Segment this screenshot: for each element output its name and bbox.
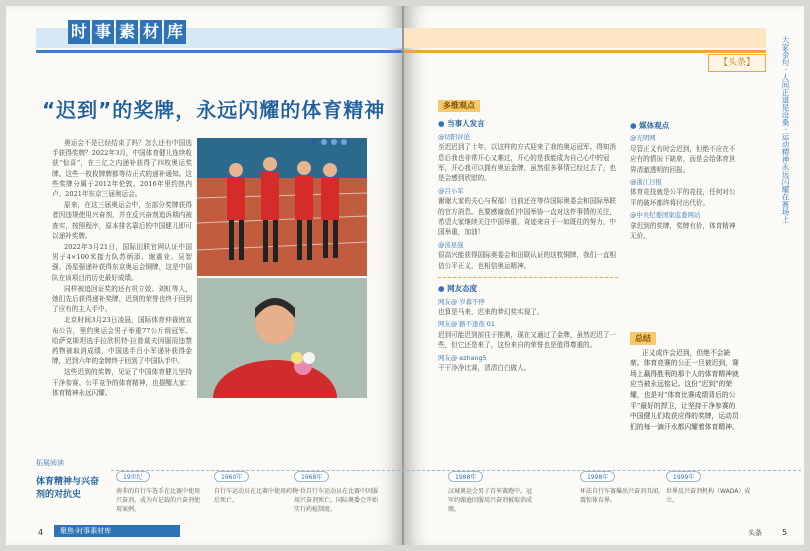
subsection-title: ● 网友态度 — [438, 284, 618, 294]
column-title-char: 材 — [140, 20, 162, 44]
carousel-dots — [311, 139, 347, 145]
commenter-name: @吕小军 — [438, 186, 464, 195]
timeline-label: 拓展阅读 — [36, 459, 64, 467]
doping-history-timeline — [36, 458, 802, 518]
commenter-name: @光明网 — [630, 134, 656, 143]
section-tag: 【头条】 — [708, 54, 766, 72]
article-headline: “迟到”的奖牌，永远闪耀的体育精神 — [42, 98, 386, 122]
timeline-item — [294, 464, 382, 514]
commenter-name: @汤星强 — [438, 240, 464, 249]
footer-section: 头条 — [748, 529, 762, 537]
subsection-title: ● 当事人发言 — [438, 119, 618, 129]
quote-text: 干干净净比赛，清清白白做人。 — [438, 363, 531, 372]
column-title-char: 事 — [92, 20, 114, 44]
views-column-right — [630, 118, 740, 243]
timeline-year: 1999年 — [666, 471, 701, 482]
column-title-char: 素 — [116, 20, 138, 44]
commenter-name: @浙江日报 — [630, 178, 662, 187]
quote-text: 迟到可能迟到前往于推测，现在又通过了金牌，虽然迟迟了一些，但它还是来了，这份来自的荣誉也是值得尊重的。 — [438, 330, 617, 350]
paragraph: 原来，在这三届奥运会中，至部分奖牌获得者因违规使用兴奋剂，并在反兴奋剂追诉期内被查实，按照程序，原本排名靠后的中国健儿即可以递补奖牌。 — [52, 201, 192, 240]
timeline-item — [666, 464, 754, 505]
commenter-name: 网友@ 路不逢夜 01 — [438, 320, 495, 329]
paragraph: 同样被追回证奖的还有巩立姣、刘虹等人，她们先后获得递补奖牌，迟到的荣誉也终于回到了应有的主人手中。 — [52, 284, 192, 314]
athlete-portrait-photo — [197, 278, 367, 398]
timeline-year: 1988年 — [448, 471, 483, 482]
quote-text: 体育竞技就是公平的竞技，任何对公平的破坏都终将付出代价。 — [630, 188, 736, 207]
page-number: 4 — [38, 528, 44, 537]
timeline-text: 一位自行车运动员在比赛中因服用兴奋剂死亡，国际奥委会开始实行药检制度。 — [294, 488, 379, 513]
paragraph: 2022年3月21日，国际田联官网认证中国男子4×100米接力队苏炳添、谢震业、吴智强、汤星强递补获得东京奥运会铜牌，这是中国队在该项目的历史最好成绩。 — [52, 243, 192, 282]
timeline-text: 环法自行车赛爆出兴奋剂丑闻，震惊体育界。 — [580, 488, 665, 504]
subsection-title: ● 媒体观点 — [630, 121, 740, 131]
timeline-year: 1960年 — [214, 471, 249, 482]
commenter-name: 网友@ ezhang5 — [438, 353, 487, 362]
header-rule — [404, 50, 766, 53]
timeline-item — [580, 464, 668, 505]
quote-text: 尽管正义有时会迟到，但绝不应在不应有的情况下缺席，而是会给体育世界清澈透明的回报。 — [630, 144, 736, 174]
article-body — [52, 138, 192, 399]
timeline-text: 汉城奥运会男子百米赛跑中，冠军约翰逊因服用兴奋剂被取消成绩。 — [448, 488, 533, 513]
commenter-name: @中央纪委国家监委网站 — [630, 211, 701, 220]
magazine-spread — [6, 6, 804, 545]
timeline-year: 1968年 — [294, 471, 329, 482]
timeline-title: 体育精神与兴奋剂的对抗史 — [36, 477, 100, 500]
paragraph: 这些迟到的奖牌，见证了中国体育健儿坚持干净参赛、公平竞争的体育精神，也提醒大家：体育精神永远闪耀。 — [52, 368, 192, 397]
views-column-left — [438, 100, 618, 375]
column-title-char: 库 — [164, 20, 186, 44]
vertical-quote: 大家金句 · 人间正道是沧桑 · 运动精神永远闪耀在赛场上 — [781, 36, 790, 223]
quote-text: 很高兴能获得国际奥委会和田联认证的这枚铜牌，我们一直相信公平正义，也相信奥运精神。 — [438, 251, 617, 270]
quote-text: 谢谢大家的关心与祝福！目前还在等待国际奥委会和国际举联的官方消息。也要感谢我们中国举协一直对这件事情的关注，希望大家继续关注中国举重，奇迹来自于一如既往的努力，中国举重，加油！ — [438, 197, 617, 237]
summary-text: 正义或许会迟到，但绝不会缺席。体育竞赛的公正一旦被迟到，赛场上赢得胜利的那个人的体育精神就应当被永远铭记。这份“迟到”的荣耀，也是对“体育比赛成绩背后的公平”最好的捍卫，让坚持干净参赛的中国健儿们收获应得的奖牌，运动员们的每一滴汗水都闪耀着体育精神。 — [630, 348, 739, 431]
timeline-text: 南非的自行车选手在比赛中使用兴奋剂，成为有记载的兴奋剂使用案例。 — [116, 488, 201, 513]
footer-title: 聚焦·时事素材库 — [54, 525, 180, 537]
timeline-item — [116, 464, 204, 514]
header-rule — [36, 50, 402, 53]
relay-team-photo — [197, 138, 367, 276]
quote-text: 拿迟到的奖牌，奖牌有价，体育精神无价。 — [630, 221, 736, 241]
header-band — [404, 28, 766, 48]
quote-text: 也算是马来，迟来的梦幻奖实现了。 — [438, 307, 544, 316]
paragraph: 北京时间3月23日凌晨，国际体育仲裁庭宣布公告，里约奥运会男子举重77公斤级冠军、哈萨克斯坦选手拉欣机特·拉普莫夫因服用违禁药物被取消成绩，中国选手吕小军递补获得金牌，迟到六年的金牌终于回到了中国队手中。 — [52, 316, 192, 366]
paragraph: 奥运会不是已经结束了吗？怎么还有中国选手获得奖牌？2022年3月，中国体育健儿连续收获“惊喜”，在三亿之内递补获得了四枚奥运奖牌。这些一枚枚牌牌都等待正式的递补通知。这些奖牌分属于2012年伦敦、2016年里约热内卢、2021年东京三届奥运会。 — [52, 139, 192, 199]
timeline-year: 1998年 — [580, 471, 615, 482]
column-title-char: 时 — [68, 20, 90, 44]
timeline-text: 自行车运动员在比赛中使用药物后死亡。 — [214, 488, 299, 504]
timeline-item — [448, 464, 536, 514]
column-title — [68, 20, 188, 44]
commenter-name: @切阳评论 — [438, 132, 470, 141]
quote-text: 至迟迟到了十年，以这样的方式迎来了我的奥运冠军。得知消息后我也非常开心又难过，开心的是我能成为自己心中的冠军，开心我可以拥有奥运金牌，虽然很多事情已经过去了，也是会感到欣慰的。 — [438, 143, 617, 183]
summary-box — [630, 332, 742, 432]
page-number: 5 — [782, 528, 788, 537]
commenter-name: 网友@ 岁暮不停 — [438, 297, 485, 306]
divider — [438, 277, 618, 278]
timeline-year: 19世纪 — [116, 471, 150, 482]
timeline-item — [214, 464, 302, 505]
views-title: 多维观点 — [438, 100, 480, 112]
summary-title: 总结 — [630, 332, 656, 345]
timeline-text: 世界反兴奋剂机构（WADA）成立。 — [666, 488, 751, 504]
